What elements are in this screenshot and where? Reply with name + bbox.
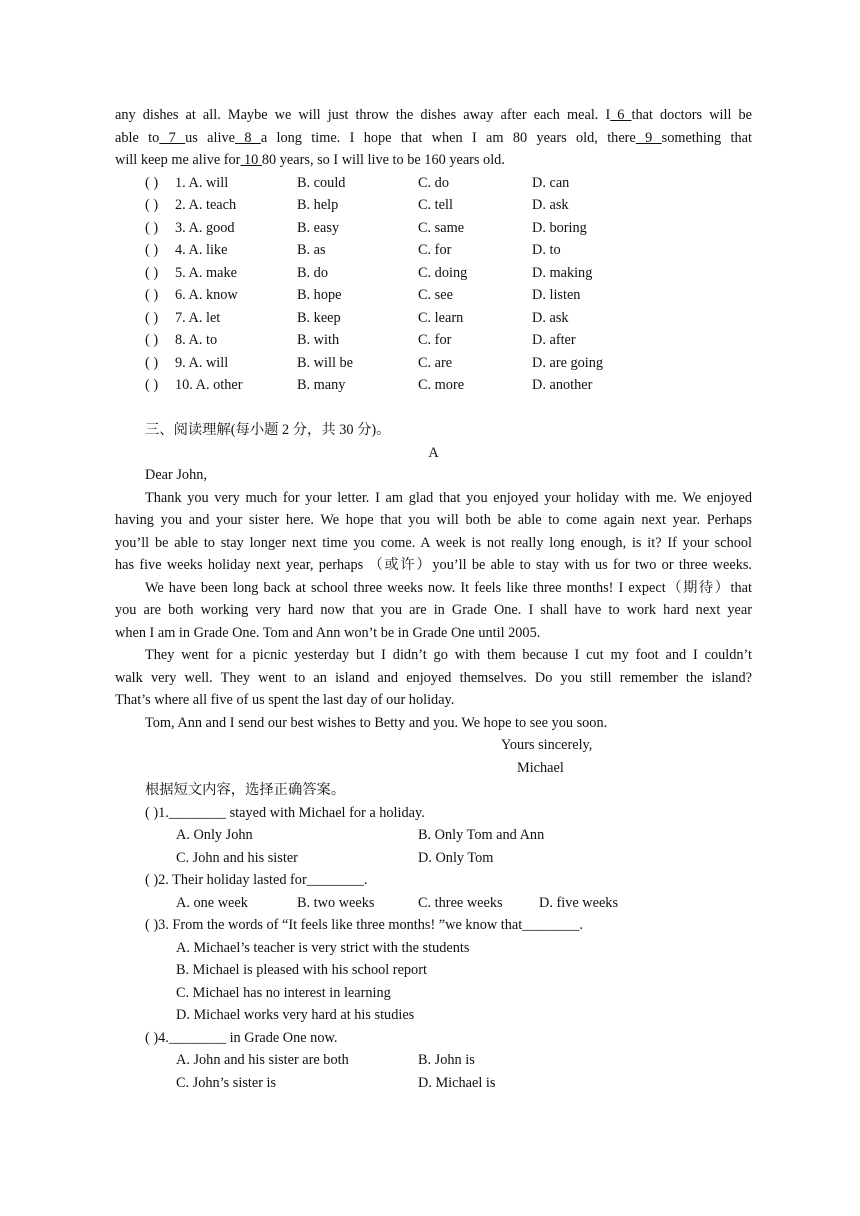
answer-bracket[interactable]: ( ) [145, 377, 159, 393]
blank-9: 9 [635, 129, 662, 146]
option-d: D. can [532, 174, 570, 191]
letter-greeting: Dear John, [145, 467, 207, 483]
option-d[interactable]: D. Michael is [418, 1074, 496, 1091]
letter-line: has five weeks holiday next year, perhaps （或许）you’ll be able to stay with us for two or three weeks. [115, 557, 752, 573]
option-d: D. to [532, 242, 561, 258]
option-a: 1. A. will [175, 174, 229, 191]
letter-closing: Yours sincerely, [501, 737, 593, 753]
option-d: D. boring [532, 219, 587, 236]
letter-line: walk very well. They went to an island and enjoyed themselves. Do you still remember the island? [115, 669, 752, 686]
option-a: 7. A. let [175, 309, 221, 326]
question-stem: ( )1.________ stayed with Michael for a holiday. [145, 804, 425, 821]
cloze-question [115, 374, 752, 397]
option-d[interactable]: D. five weeks [539, 894, 619, 911]
passage-text: able to [115, 129, 160, 146]
passage-label: A [428, 444, 439, 461]
option-b: B. easy [297, 219, 340, 236]
option-a: 9. A. will [175, 354, 229, 371]
cloze-question [115, 262, 752, 285]
option-a: 3. A. good [175, 219, 235, 236]
passage-text: 80 years, so I will live to be 160 years old. [261, 152, 505, 168]
option-row [115, 959, 752, 982]
passage-text: us alive [185, 129, 235, 146]
exam-page [115, 104, 752, 1094]
option-b: B. help [297, 197, 339, 213]
blank-7: 7 [159, 129, 186, 146]
cloze-question [115, 329, 752, 352]
cloze-question [115, 307, 752, 330]
answer-bracket[interactable]: ( ) [145, 264, 159, 281]
option-a[interactable]: A. John and his sister are both [176, 1052, 349, 1068]
letter-line: They went for a picnic yesterday but I didn’t go with them because I cut my foot and I couldn’t [145, 647, 752, 663]
option-a: 4. A. like [175, 242, 228, 258]
option-c[interactable]: C. John and his sister [176, 849, 298, 866]
option-d: D. ask [532, 309, 569, 326]
passage-text: a long time. I hope that when I am 80 years old, there [260, 129, 636, 146]
answer-bracket[interactable]: ( ) [145, 287, 159, 303]
option-row [115, 892, 752, 915]
blank-10: 10 [240, 152, 262, 168]
option-b[interactable]: B. Only Tom and Ann [418, 827, 545, 843]
option-b: B. as [297, 242, 326, 258]
option-d: D. are going [532, 354, 604, 371]
cloze-question [115, 352, 752, 375]
option-b: B. hope [297, 287, 342, 303]
answer-bracket[interactable]: ( ) [145, 332, 159, 348]
option-b: B. many [297, 377, 346, 393]
option-row [115, 847, 752, 870]
option-b: B. do [297, 264, 328, 281]
passage-text: something that [661, 129, 752, 146]
cloze-question [115, 194, 752, 217]
letter-line: We have been long back at school three weeks now. It feels like three months! I expect（期待）that [145, 579, 752, 596]
cloze-question-list [115, 172, 752, 397]
option-a: 8. A. to [175, 332, 218, 348]
option-row [115, 1049, 752, 1072]
blank-6: 6 [610, 107, 632, 123]
option-d: D. another [532, 377, 593, 393]
question-stem: ( )3. From the words of “It feels like three months! ”we know that________. [145, 917, 583, 933]
passage-line-2 [115, 127, 752, 150]
option-a: 6. A. know [175, 287, 238, 303]
passage-line-1 [115, 104, 752, 127]
answer-bracket[interactable]: ( ) [145, 197, 159, 213]
passage-line-3 [115, 149, 752, 172]
option-row [115, 1072, 752, 1095]
option-d[interactable]: D. Michael works very hard at his studies [176, 1007, 415, 1023]
letter-line: having you and your sister here. We hope that you will both be able to come again next year. Perhaps [115, 512, 752, 528]
blank-8: 8 [234, 129, 261, 146]
letter-line: That’s where all five of us spent the last day of our holiday. [115, 692, 455, 708]
option-b: B. could [297, 174, 346, 191]
option-b[interactable]: B. John is [418, 1052, 475, 1068]
passage-text: will keep me alive for [115, 152, 241, 168]
cloze-question [115, 217, 752, 240]
question-stem: ( )4.________ in Grade One now. [145, 1029, 338, 1046]
option-b[interactable]: B. two weeks [297, 894, 375, 911]
instruction: 根据短文内容，选择正确答案。 [145, 782, 346, 798]
option-row [115, 1004, 752, 1027]
spacer [115, 397, 752, 420]
option-c[interactable]: C. Michael has no interest in learning [176, 984, 391, 1001]
option-a[interactable]: A. one week [176, 894, 248, 911]
option-a: 5. A. make [175, 264, 237, 281]
option-a[interactable]: A. Only John [176, 827, 253, 843]
answer-bracket[interactable]: ( ) [145, 242, 159, 258]
letter-line: Tom, Ann and I send our best wishes to Betty and you. We hope to see you soon. [145, 714, 608, 731]
letter-signature: Michael [517, 759, 564, 776]
option-c: C. are [418, 354, 453, 371]
option-c: C. for [418, 242, 452, 258]
passage-text: any dishes at all. Maybe we will just throw the dishes away after each meal. I [115, 107, 611, 123]
option-c[interactable]: C. John’s sister is [176, 1074, 277, 1091]
option-a: 2. A. teach [175, 197, 237, 213]
option-c: C. same [418, 219, 465, 236]
option-a: 10. A. other [175, 377, 243, 393]
letter-line: when I am in Grade One. Tom and Ann won’t be in Grade One until 2005. [115, 624, 541, 641]
option-b[interactable]: B. Michael is pleased with his school report [176, 962, 427, 978]
option-a[interactable]: A. Michael’s teacher is very strict with the students [176, 939, 470, 956]
answer-bracket[interactable]: ( ) [145, 354, 159, 371]
option-d: D. ask [532, 197, 569, 213]
passage-text: that doctors will be [631, 107, 753, 123]
option-row [115, 824, 752, 847]
option-c: C. do [418, 174, 449, 191]
option-c: C. more [418, 377, 465, 393]
option-b: B. keep [297, 309, 341, 326]
option-row [115, 982, 752, 1005]
option-d: D. after [532, 332, 576, 348]
option-c: C. tell [418, 197, 453, 213]
letter [115, 464, 752, 779]
option-b: B. will be [297, 354, 353, 371]
cloze-question [115, 284, 752, 307]
option-c: C. learn [418, 309, 464, 326]
option-c[interactable]: C. three weeks [418, 894, 503, 911]
letter-line: you’ll be able to stay longer next time you come. A week is not really long enough, is it? If your school [115, 534, 752, 551]
option-c: C. for [418, 332, 452, 348]
answer-bracket[interactable]: ( ) [145, 309, 159, 326]
section-heading: 三、阅读理解(每小题 2 分，共 30 分)。 [145, 422, 391, 438]
answer-bracket[interactable]: ( ) [145, 219, 159, 236]
letter-line: you are both working very hard now that you are in Grade One. I shall have to work hard next year [115, 602, 752, 618]
option-d: D. making [532, 264, 593, 281]
answer-bracket[interactable]: ( ) [145, 174, 159, 191]
option-d[interactable]: D. Only Tom [418, 849, 494, 866]
option-b: B. with [297, 332, 340, 348]
cloze-question [115, 172, 752, 195]
letter-line: Thank you very much for your letter. I am glad that you enjoyed your holiday with me. We enjoyed [145, 489, 752, 506]
option-c: C. doing [418, 264, 468, 281]
option-row [115, 937, 752, 960]
cloze-question [115, 239, 752, 262]
question-stem: ( )2. Their holiday lasted for________. [145, 872, 368, 888]
option-c: C. see [418, 287, 453, 303]
option-d: D. listen [532, 287, 581, 303]
reading-question-list [115, 802, 752, 1095]
